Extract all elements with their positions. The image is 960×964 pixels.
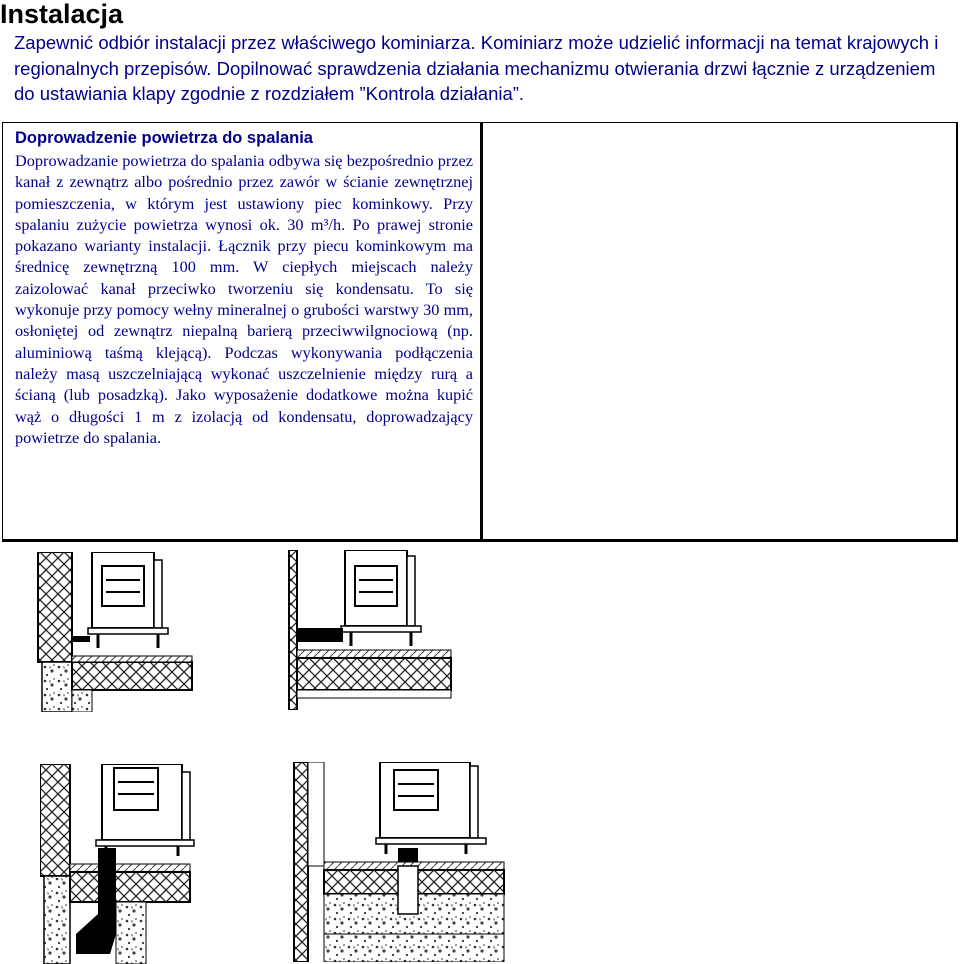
diagram-duct-down [40,764,220,964]
section-body: Doprowadzanie powietrza do spalania odbywa się bezpośrednio przez kanał z zewnątrz albo pośrednio przez zawór w ścianie zewnętrznej pomieszczenia, w którym jest ustawiony piec kominkowy. Przy spalaniu zużycie powietrza wynosi ok. 30 m³/h. Po prawej stronie pokazano warianty instalacji. Łącznik przy piecu kominkowym ma średnicę zewnętrzną 100 mm. W ciepłych miejscach należy zaizolować kanał przeciwko tworzeniu się kondensatu. To się wykonuje przy pomocy wełny mineralnej o grubości warstwy 30 mm, osłoniętej od zewnątrz niepalną barierą przeciwwilgnociową (np. aluminiową taśmą klejącą). Podczas wykonywania podłączenia należy masą uszczelniającą wykonać uszczelnienie między rurą a ścianą (lub posadzką). Jako wyposażenie dodatkowe można kupić wąż o długości 1 m z izolacją od kondensatu, doprowadzający powietrze do spalania. [15,151,473,447]
content-table [2,122,958,542]
diagram-wall-inlet [28,552,208,712]
page-title: Instalacja [0,0,124,29]
table-divider [480,123,483,541]
diagram-floor-duct [285,550,465,710]
intro-paragraph: Zapewnić odbiór instalacji przez właściwego kominiarza. Kominiarz może udzielić informacji na temat krajowych i regionalnych przepisów. Dopilnować sprawdzenia działania mechanizmu otwierania drzwi łącznie z urządzeniem do ustawiania klapy zgodnie z rozdziałem ”Kontrola działania”. [14,32,939,104]
diagram-foundation-duct [290,762,505,962]
section-title: Doprowadzenie powietrza do spalania [15,129,313,147]
table-bottom-border [3,539,957,542]
table-right-border [956,123,958,541]
